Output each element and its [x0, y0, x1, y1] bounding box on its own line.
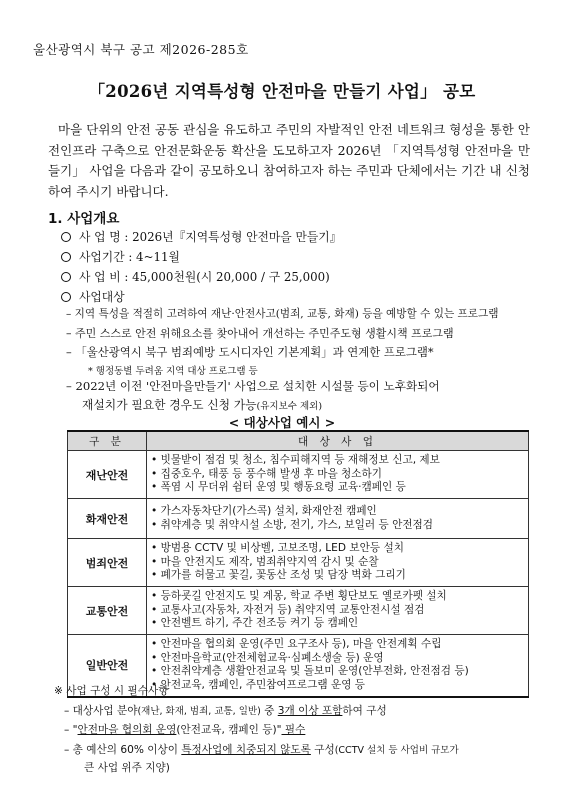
- page-title: 「2026년 지역특성형 안전마을 만들기 사업」 공모: [88, 82, 476, 101]
- target-item-cont: 재설치가 필요한 경우도 신청 가능(유지보수 제외): [82, 398, 323, 412]
- items-cell: • 등하굣길 안전지도 및 계몽, 학교 주변 횡단보도 옐로카펫 설치 • 교통사고(자동차, 자전거 등) 취약지역 교통안전시설 점검 • 안전벨트 하기, 주간 전조등 켜기 등 캠페인: [147, 587, 529, 635]
- category-cell: 일반안전: [68, 635, 147, 697]
- overview-item: 사업대상: [61, 288, 125, 305]
- items-cell: • 빗물받이 점검 및 청소, 침수피해지역 등 재해정보 신고, 제보 • 집중호우, 태풍 등 풍수해 발생 후 마을 청소하기 • 폭염 시 무더위 쉼터 운영 및 행동요령 교육·캠페인 등: [147, 451, 529, 499]
- notice-number: 울산광역시 북구 공고 제2026-285호: [33, 42, 249, 57]
- circle-bullet-icon: [61, 252, 71, 262]
- column-header: 구 분: [68, 431, 147, 451]
- circle-bullet-icon: [61, 232, 71, 242]
- target-item: – 「울산광역시 북구 범죄예방 도시디자인 기본계획」과 연계한 프로그램*: [66, 345, 434, 359]
- category-cell: 교통안전: [68, 587, 147, 635]
- table-row: [68, 451, 529, 499]
- table-row: [68, 499, 529, 539]
- column-header: 대 상 사 업: [147, 431, 529, 451]
- intro-paragraph: 마을 단위의 안전 공동 관심을 유도하고 주민의 자발적인 안전 네트워크 형성을 통한 안전인프라 구축으로 안전문화운동 확산을 도모하고자 2026년 「지역특성형 안전마을 만들기」 사업을 다음과 같이 공모하오니 참여하고자 하는 주민과 단체에서는 기간 내 신청하여 주시기 바랍니다.: [48, 122, 530, 199]
- requirement-item: – "안전마을 협의회 운영(안전교육, 캠페인 등)" 필수: [64, 724, 306, 736]
- target-item: – 주민 스스로 안전 위해요소를 찾아내어 개선하는 주민주도형 생활시책 프로그램: [66, 327, 454, 340]
- circle-bullet-icon: [61, 292, 71, 302]
- requirement-item: – 대상사업 분야(재난, 화재, 범죄, 교통, 일반) 중 3개 이상 포함하여 구성: [64, 705, 387, 717]
- category-cell: 재난안전: [68, 451, 147, 499]
- items-cell: • 안전마을 협의회 운영(주민 요구조사 등), 마을 안전계획 수립 • 안전마을학교(안전체험교육·심폐소생술 등) 운영 • 안전취약계층 생활안전교육 및 돌보미 운영(안부전화, 안전점검 등) • 안전교육, 캠페인, 주민참여프로그램 운영 등: [147, 635, 529, 697]
- requirements-title: ※ 사업 구성 시 필수사항: [54, 685, 169, 697]
- table-caption: < 대상사업 예시 >: [228, 415, 336, 430]
- target-projects-table: [67, 430, 529, 698]
- circle-bullet-icon: [61, 272, 71, 282]
- overview-item: 사 업 비 : 45,000천원(시 20,000 / 구 25,000): [61, 268, 330, 285]
- category-cell: 범죄안전: [68, 539, 147, 587]
- requirement-item-cont: 큰 사업 위주 지양): [84, 762, 170, 774]
- target-item: – 2022년 이전 '안전마을만들기' 사업으로 설치한 시설물 등이 노후화되어: [66, 379, 440, 393]
- target-item: – 지역 특성을 적절히 고려하여 재난·안전사고(범죄, 교통, 화재) 등을 예방할 수 있는 프로그램: [66, 308, 499, 320]
- requirement-item: – 총 예산의 60% 이상이 특정사업에 치중되지 않도록 구성(CCTV 설치 등 사업비 규모가: [64, 744, 459, 756]
- target-note: * 행정동별 두려움 지역 대상 프로그램 등: [88, 366, 258, 377]
- overview-item: 사 업 명 : 2026년『지역특성형 안전마을 만들기』: [61, 228, 341, 245]
- table-row: [68, 539, 529, 587]
- overview-item: 사업기간 : 4~11월: [61, 248, 180, 265]
- category-cell: 화재안전: [68, 499, 147, 539]
- table-row: [68, 587, 529, 635]
- items-cell: • 가스자동차단기(가스콕) 설치, 화재안전 캠페인 • 취약계층 및 취약시설 소방, 전기, 가스, 보일러 등 안전점검: [147, 499, 529, 539]
- section-heading: 1. 사업개요: [48, 211, 120, 227]
- items-cell: • 방범용 CCTV 및 비상벨, 고보조명, LED 보안등 설치 • 마을 안전지도 제작, 범죄취약지역 감시 및 순찰 • 폐가를 허물고 꽃길, 꽃동산 조성 및 담장 벽화 그리기: [147, 539, 529, 587]
